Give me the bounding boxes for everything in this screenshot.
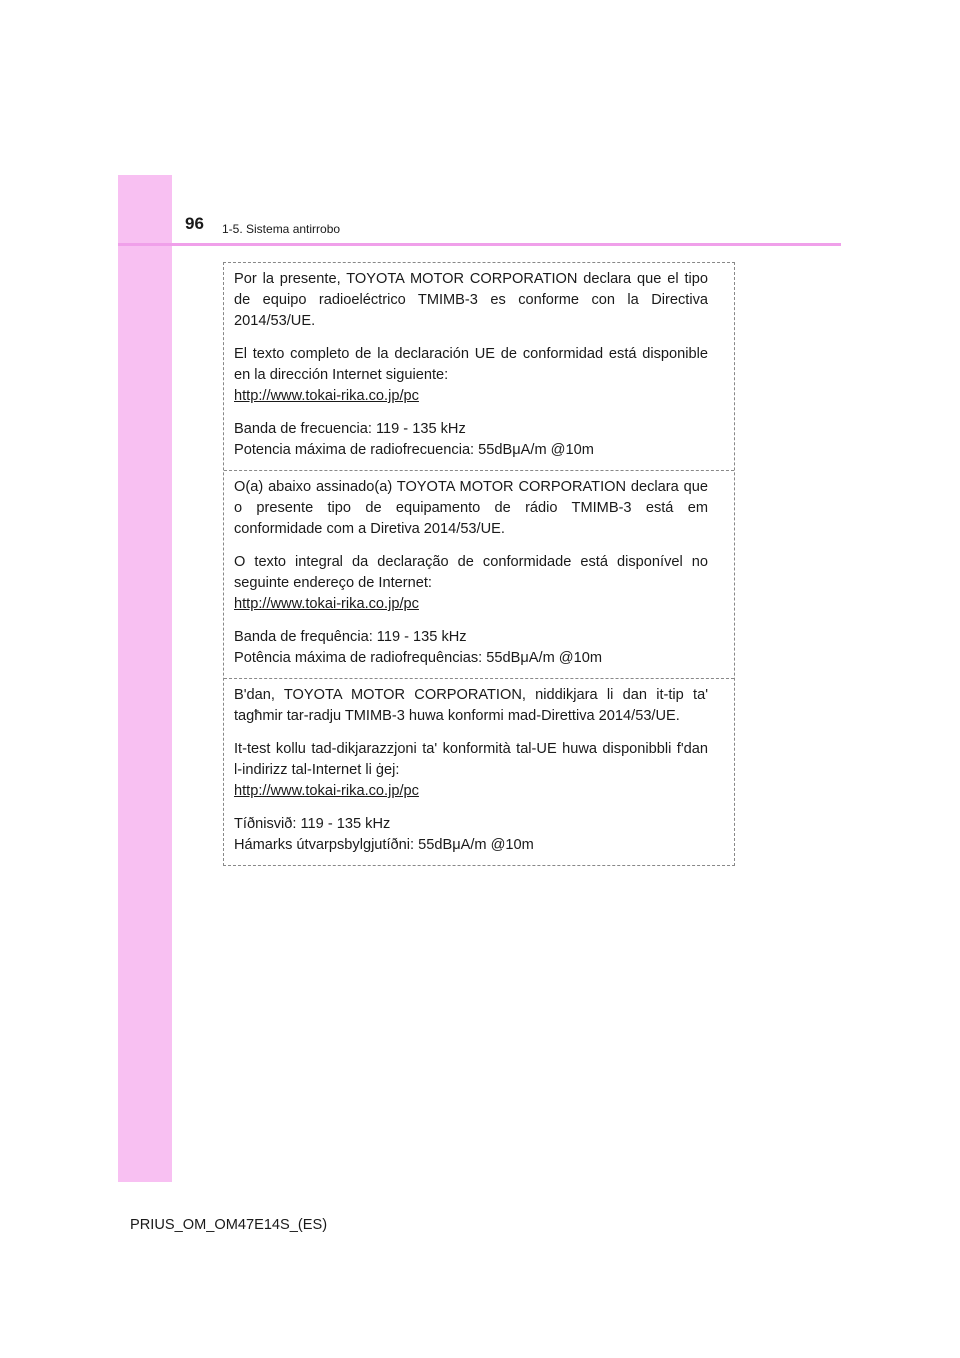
max-power-text: Potência máxima de radiofrequências: 55dBμA/m @10m bbox=[234, 650, 602, 666]
document-code: PRIUS_OM_OM47E14S_(ES) bbox=[130, 1217, 328, 1233]
declaration-box bbox=[223, 262, 735, 866]
page-number: 96 bbox=[185, 214, 204, 233]
declaration-section-maltese bbox=[224, 678, 734, 865]
availability-text: It-test kollu tad-dikjarazzjoni ta' konformità tal-UE huwa disponibbli f'dan l-indirizz tal-Internet li ġej: bbox=[234, 741, 708, 778]
declaration-url-link[interactable]: http://www.tokai-rika.co.jp/pc bbox=[234, 783, 419, 799]
declaration-text: O(a) abaixo assinado(a) TOYOTA MOTOR CORPORATION declara que o presente tipo de equipamento de rádio TMIMB-3 está em conformidade com a Diretiva 2014/53/UE. bbox=[234, 479, 708, 537]
availability-text: El texto completo de la declaración UE de conformidad está disponible en la dirección Internet siguiente: bbox=[234, 346, 708, 383]
frequency-band-text: Tíðnisvið: 119 - 135 kHz bbox=[234, 816, 391, 832]
section-title: 1-5. Sistema antirrobo bbox=[222, 222, 341, 236]
declaration-url-link[interactable]: http://www.tokai-rika.co.jp/pc bbox=[234, 388, 419, 404]
max-power-text: Hámarks útvarpsbylgjutíðni: 55dBμA/m @10m bbox=[234, 837, 534, 853]
declaration-text: Por la presente, TOYOTA MOTOR CORPORATION declara que el tipo de equipo radioeléctrico TMIMB-3 es conforme con la Directiva 2014/53/UE. bbox=[234, 271, 708, 329]
declaration-text: B'dan, TOYOTA MOTOR CORPORATION, niddikjara li dan it-tip ta' tagħmir tar-radju TMIMB-3 huwa konformi mad-Direttiva 2014/53/UE. bbox=[234, 687, 708, 724]
declaration-section-spanish bbox=[224, 263, 734, 470]
availability-text: O texto integral da declaração de conformidade está disponível no seguinte endereço de Internet: bbox=[234, 554, 708, 591]
frequency-band-text: Banda de frequência: 119 - 135 kHz bbox=[234, 629, 467, 645]
header-divider bbox=[118, 243, 841, 246]
side-color-bar bbox=[118, 175, 172, 1182]
frequency-band-text: Banda de frecuencia: 119 - 135 kHz bbox=[234, 421, 466, 437]
declaration-section-portuguese bbox=[224, 470, 734, 678]
declaration-url-link[interactable]: http://www.tokai-rika.co.jp/pc bbox=[234, 596, 419, 612]
max-power-text: Potencia máxima de radiofrecuencia: 55dBμA/m @10m bbox=[234, 442, 594, 458]
